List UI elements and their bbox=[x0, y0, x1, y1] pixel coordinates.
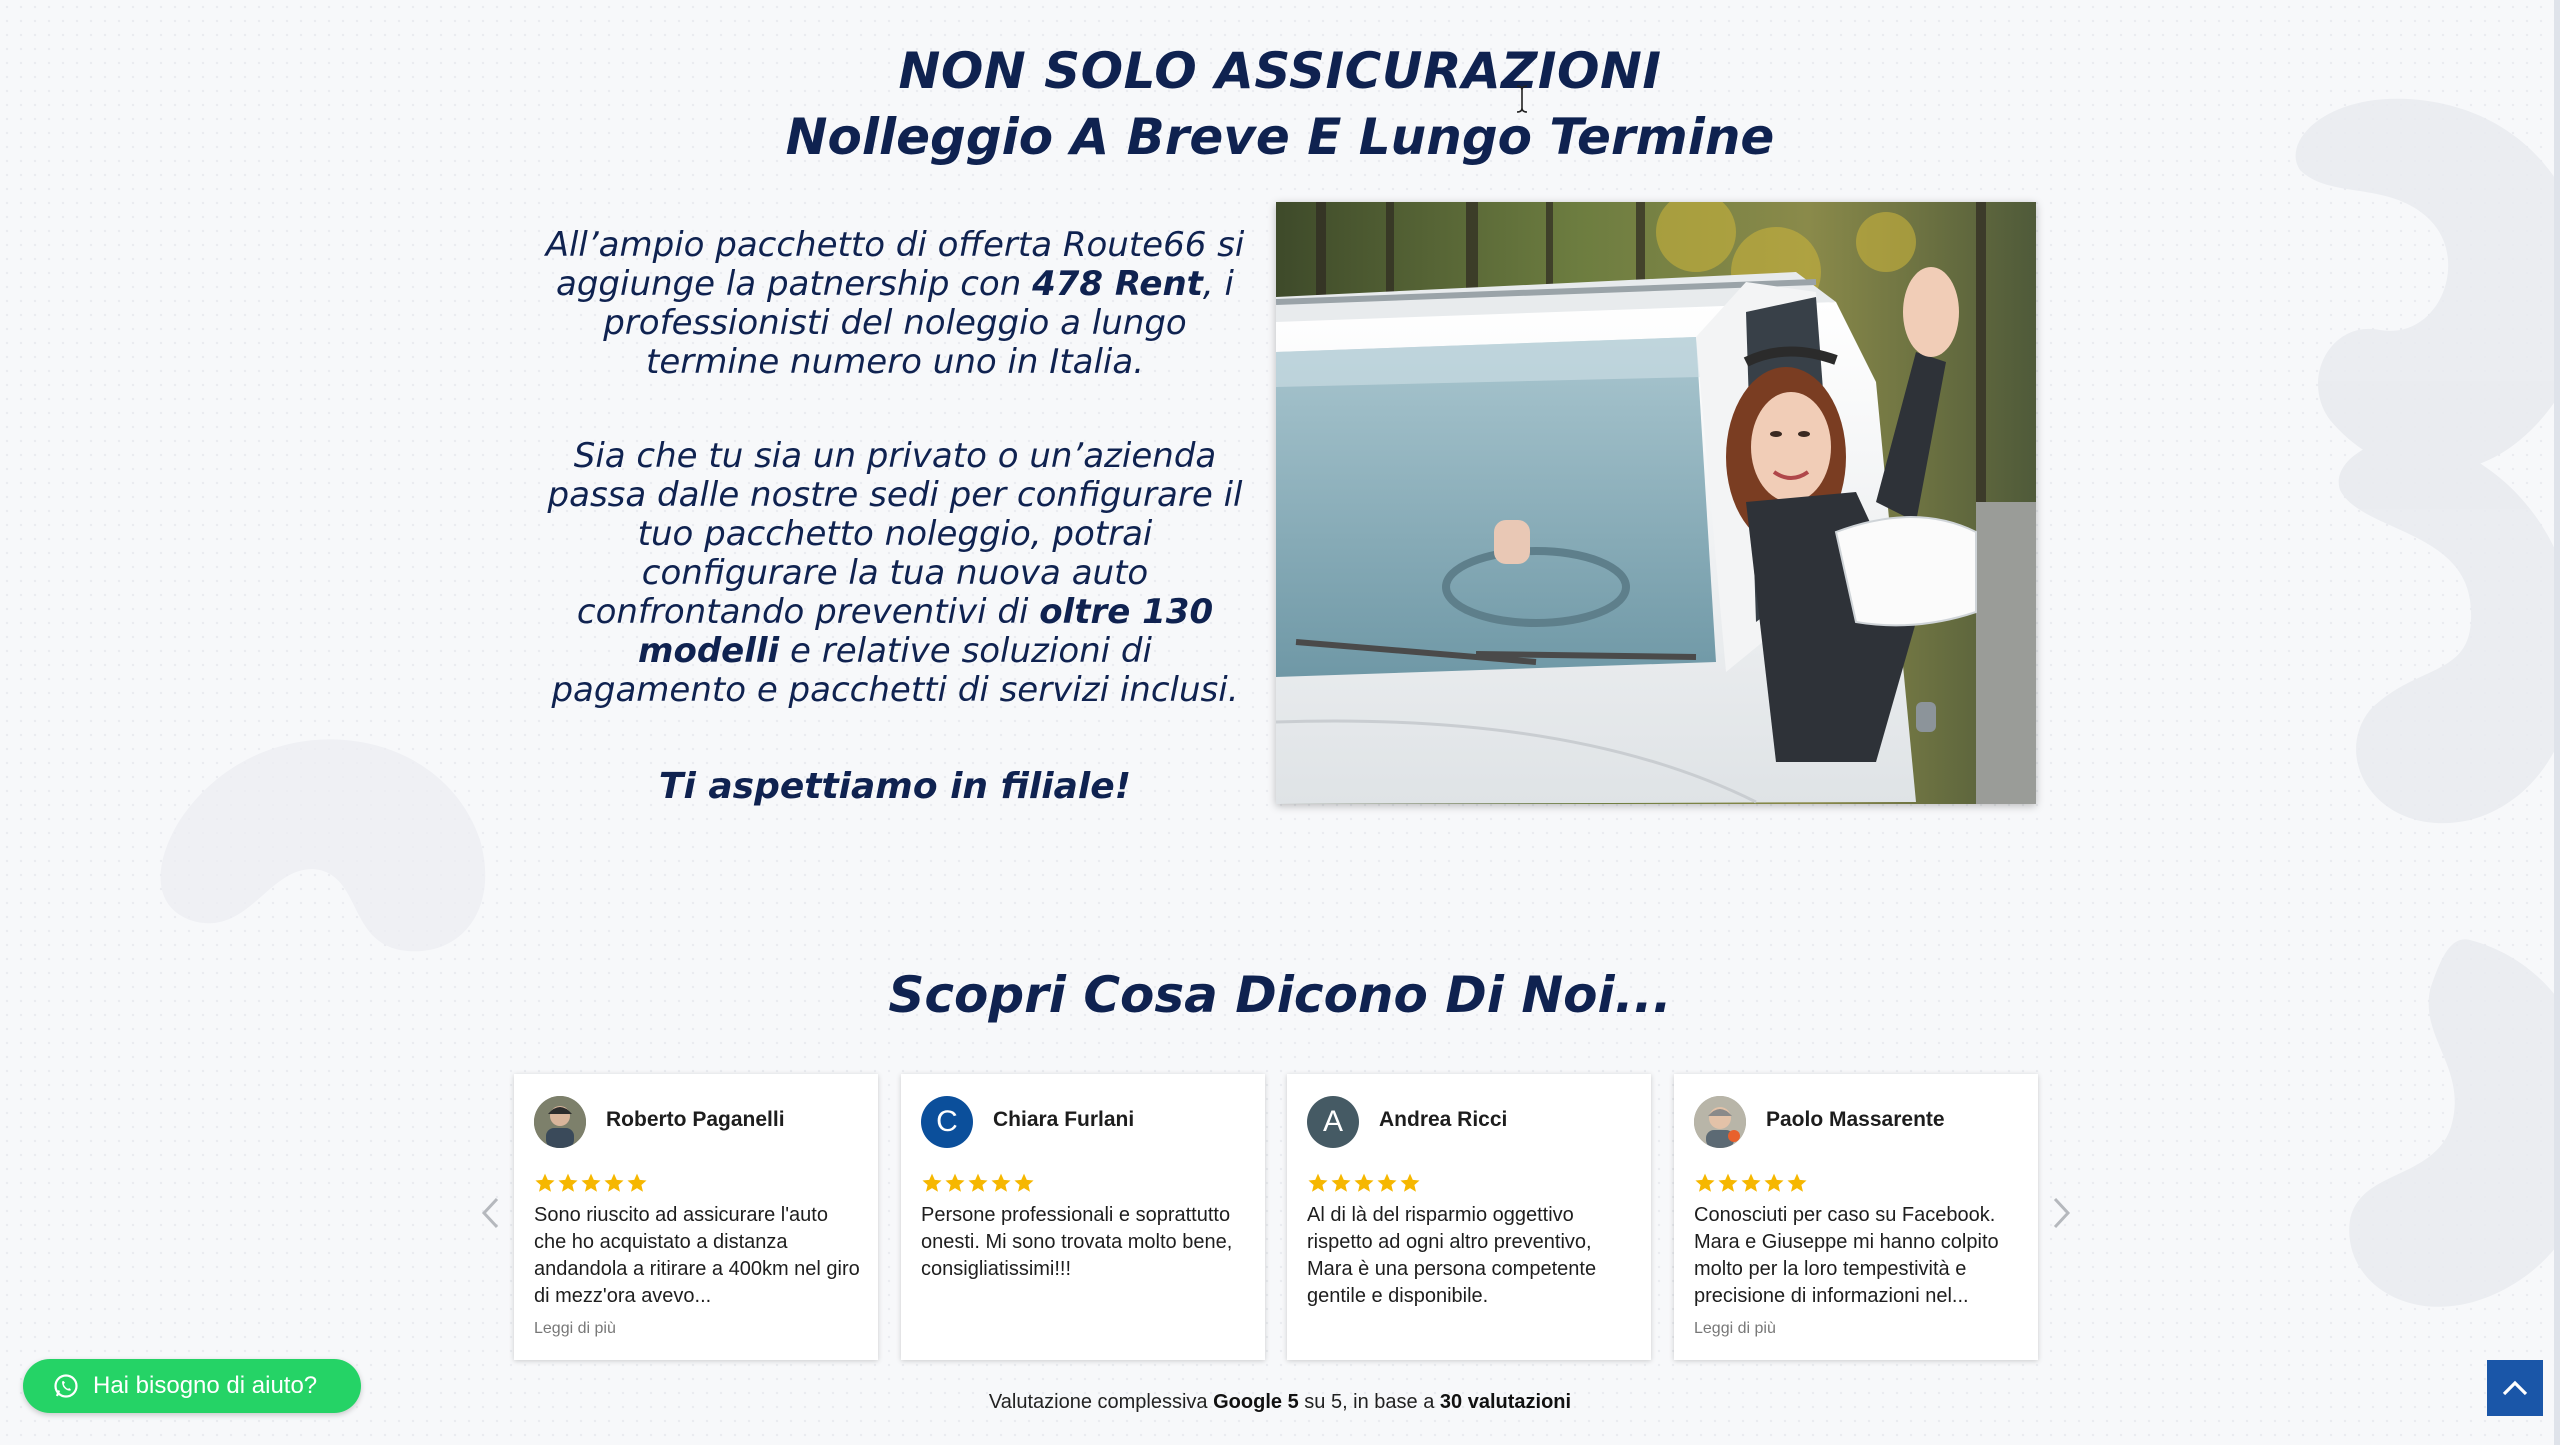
star-icon bbox=[557, 1172, 579, 1194]
carousel-prev-button[interactable] bbox=[470, 1190, 510, 1236]
review-card bbox=[1287, 1074, 1651, 1360]
star-icon bbox=[1399, 1172, 1421, 1194]
reviews-title: Scopri Cosa Dicono Di Noi... bbox=[888, 966, 1672, 1024]
scrollbar-track[interactable] bbox=[2554, 0, 2560, 1445]
star-icon bbox=[1786, 1172, 1808, 1194]
star-icon bbox=[626, 1172, 648, 1194]
review-card bbox=[901, 1074, 1265, 1360]
star-icon bbox=[1717, 1172, 1739, 1194]
read-more-link[interactable]: Leggi di più bbox=[534, 1320, 616, 1337]
overall-score: Google 5 bbox=[1213, 1391, 1299, 1413]
overall-count: 30 valutazioni bbox=[1439, 1391, 1572, 1413]
star-icon bbox=[1376, 1172, 1398, 1194]
reviewer-name: Chiara Furlani bbox=[993, 1108, 1135, 1131]
star-rating bbox=[921, 1172, 1035, 1196]
star-rating bbox=[534, 1172, 648, 1196]
intro-text-block bbox=[540, 226, 1250, 806]
overall-middle: su 5, in base a bbox=[1298, 1391, 1440, 1413]
star-icon bbox=[967, 1172, 989, 1194]
star-icon bbox=[990, 1172, 1012, 1194]
intro-p1-text-b: , i professionisti del noleggio a lungo termine numero uno in Italia. bbox=[603, 264, 1234, 382]
reviewer-avatar: A bbox=[1307, 1096, 1359, 1148]
overall-rating-summary bbox=[0, 1391, 2560, 1414]
intro-p2-text-a: Sia che tu sia un privato o un’azienda passa dalle nostre sedi per configurare il tuo pacchetto noleggio, potrai configurare la tua nuova auto confrontando preventivi di bbox=[547, 436, 1243, 632]
review-card bbox=[1674, 1074, 2038, 1360]
star-icon bbox=[1013, 1172, 1035, 1194]
star-rating bbox=[1694, 1172, 1808, 1196]
chevron-left-icon bbox=[479, 1196, 501, 1230]
star-icon bbox=[1740, 1172, 1762, 1194]
star-icon bbox=[603, 1172, 625, 1194]
chevron-up-icon bbox=[2501, 1379, 2529, 1397]
star-icon bbox=[1307, 1172, 1329, 1194]
intro-p2-text-b: e relative soluzioni di pagamento e pacchetti di servizi inclusi. bbox=[551, 631, 1239, 710]
reviewer-name: Andrea Ricci bbox=[1379, 1108, 1508, 1131]
reviews-carousel bbox=[514, 1074, 2040, 1362]
star-icon bbox=[944, 1172, 966, 1194]
review-text: Conosciuti per caso su Facebook. Mara e Giuseppe mi hanno colpito molto per la loro tempestività e precisione di informazioni nel... bbox=[1694, 1204, 1999, 1307]
star-icon bbox=[1694, 1172, 1716, 1194]
reviewer-avatar bbox=[1694, 1096, 1746, 1148]
star-icon bbox=[1330, 1172, 1352, 1194]
review-text: Sono riuscito ad assicurare l'auto che ho acquistato a distanza andandola a ritirare a 400km nel giro di mezz'ora avevo... bbox=[534, 1204, 860, 1307]
reviewer-name: Paolo Massarente bbox=[1766, 1108, 1945, 1131]
read-more-link[interactable]: Leggi di più bbox=[1694, 1320, 1776, 1337]
page-subtitle: Nolleggio A Breve E Lungo Termine bbox=[785, 108, 1775, 166]
review-card bbox=[514, 1074, 878, 1360]
review-text: Persone professionali e soprattutto onesti. Mi sono trovata molto bene, consigliatissimi!!! bbox=[921, 1204, 1233, 1280]
star-rating bbox=[1307, 1172, 1421, 1196]
star-icon bbox=[534, 1172, 556, 1194]
reviewer-avatar: C bbox=[921, 1096, 973, 1148]
star-icon bbox=[1763, 1172, 1785, 1194]
whatsapp-help-button[interactable] bbox=[23, 1359, 361, 1413]
reviewer-avatar bbox=[534, 1096, 586, 1148]
star-icon bbox=[580, 1172, 602, 1194]
star-icon bbox=[1353, 1172, 1375, 1194]
hero-photo-woman-in-car bbox=[1276, 202, 2036, 804]
star-icon bbox=[921, 1172, 943, 1194]
back-to-top-button[interactable] bbox=[2487, 1360, 2543, 1416]
reviewer-name: Roberto Paganelli bbox=[606, 1108, 785, 1131]
intro-paragraph-2 bbox=[540, 437, 1250, 710]
whatsapp-help-label: Hai bisogno di aiuto? bbox=[93, 1372, 318, 1399]
intro-p2-bold: oltre 130 modelli bbox=[638, 592, 1214, 671]
intro-p1-text-a: All’ampio pacchetto di offerta Route66 si aggiunge la patnership con bbox=[545, 225, 1245, 304]
text-cursor-icon bbox=[1515, 84, 1529, 114]
intro-paragraph-1 bbox=[540, 226, 1250, 382]
intro-cta: Ti aspettiamo in filiale! bbox=[658, 766, 1132, 807]
page-title: NON SOLO ASSICURAZIONI bbox=[898, 42, 1662, 100]
overall-prefix: Valutazione complessiva bbox=[988, 1391, 1214, 1413]
background-decoration bbox=[2000, 60, 2560, 1360]
intro-p1-bold: 478 Rent bbox=[1032, 264, 1203, 304]
review-text: Al di là del risparmio oggettivo rispetto ad ogni altro preventivo, Mara è una persona competente gentile e disponibile. bbox=[1307, 1204, 1597, 1307]
chevron-right-icon bbox=[2051, 1196, 2073, 1230]
whatsapp-icon bbox=[53, 1373, 79, 1399]
carousel-next-button[interactable] bbox=[2042, 1190, 2082, 1236]
